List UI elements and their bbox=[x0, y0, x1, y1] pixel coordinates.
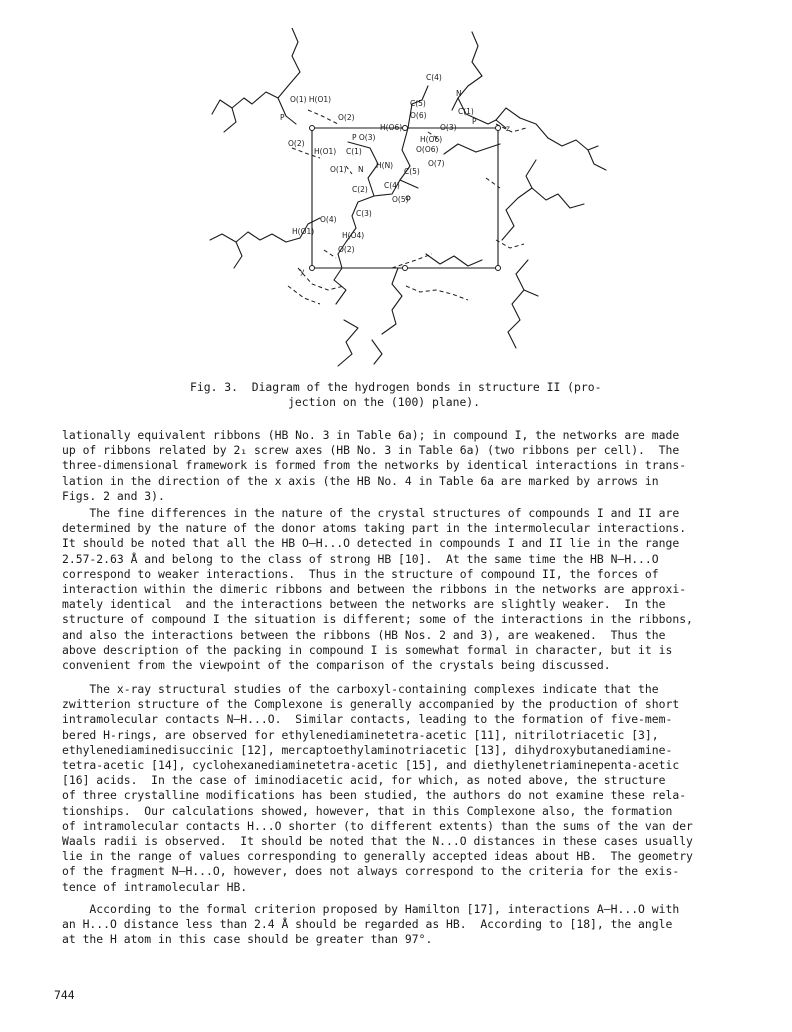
body-paragraph: lationally equivalent ribbons (HB No. 3 in Table 6a); in compound I, the networks are made up of ribbons related by 2₁ screw axes (HB No. 3 in Table 6a) (two ribbons per cell). The three-dimensional framework is formed from the networks by identical interactions in trans- lation in the direction of the x axis (the HB No. 4 in Table 6a are marked by arrows in Figs. 2 and 3). bbox=[62, 428, 687, 503]
page-number: 744 bbox=[54, 988, 75, 1002]
hydrogen-bond-1 bbox=[308, 110, 338, 124]
atom-label: C(4) bbox=[384, 181, 400, 190]
atom-label: O(1) bbox=[330, 165, 347, 174]
atom-label: O(O6) bbox=[416, 145, 439, 154]
molecule-chain-lower-left bbox=[210, 232, 300, 242]
symmetry-center bbox=[310, 266, 315, 271]
caption-line-2: jection on the (100) plane). bbox=[288, 395, 481, 409]
atom-label: C(1) bbox=[346, 147, 362, 156]
atom-label: O(4) bbox=[320, 215, 337, 224]
body-paragraph: According to the formal criterion proposed by Hamilton [17], interactions A—H...O with an H...O distance less than 2.4 Å should be regarded as HB. According to [18], the angle at the H atom in this case should be greater than 97°. bbox=[62, 902, 680, 947]
atom-label: C(2) bbox=[352, 185, 368, 194]
molecule-chain-upper-right bbox=[452, 32, 482, 110]
symmetry-center bbox=[310, 126, 315, 131]
atom-label: C(5) bbox=[404, 167, 420, 176]
hydrogen-bond-12 bbox=[346, 166, 352, 174]
atom-label: H(O6) bbox=[380, 123, 403, 132]
atom-label: N bbox=[456, 89, 462, 98]
atom-label: C(5) bbox=[410, 99, 426, 108]
hydrogen-bond-diagram bbox=[196, 28, 614, 368]
atom-label: O(2) bbox=[338, 113, 355, 122]
atom-label: O(2) bbox=[288, 139, 305, 148]
hydrogen-bond-7 bbox=[298, 268, 344, 290]
atom-label: N bbox=[358, 165, 364, 174]
symmetry-center bbox=[403, 126, 408, 131]
atom-label: H(O4) bbox=[342, 231, 365, 240]
symmetry-center bbox=[403, 266, 408, 271]
atom-label: O(3) bbox=[440, 123, 457, 132]
atom-label: O(7) bbox=[428, 159, 445, 168]
body-paragraph: The fine differences in the nature of the crystal structures of compounds I and II are determined by the nature of the donor atoms taking part in the intermolecular interactions. It should be noted that all the HB O—H...O detected in compounds I and II lie in the range 2.57-2.63 Å and belong to the class of strong HB [10]. At the same time the HB N—H...O correspond to weaker interactions. Thus in the structure of compound II, the forces of interaction within the dimeric ribbons and between the ribbons in the networks are approxi- mately identical and the interactions between the networks are slightly weaker. In the structure of compound I the situation is different; some of the interactions in the ribbons, and also the interactions between the ribbons (HB Nos. 2 and 3), are weakened. Thus the above description of the packing in compound I is somewhat formal in character, but it is convenient from the viewpoint of the comparison of the crystals being discussed. bbox=[62, 506, 693, 673]
hydrogen-bond-6 bbox=[324, 250, 336, 258]
molecule-chain-upper-left bbox=[212, 28, 300, 114]
atom-label: H(O1) bbox=[292, 227, 315, 236]
atom-label: C(4) bbox=[426, 73, 442, 82]
atom-label: P bbox=[472, 117, 477, 126]
hydrogen-bond-9 bbox=[496, 240, 524, 248]
hydrogen-bond-8 bbox=[392, 254, 432, 268]
atom-label: O(6) bbox=[410, 111, 427, 120]
atom-label: H(N) bbox=[376, 161, 394, 170]
caption-line-1: Fig. 3. Diagram of the hydrogen bonds in structure II (pro- bbox=[190, 380, 602, 394]
atom-label: H(O6) bbox=[420, 135, 443, 144]
atom-label: P bbox=[280, 113, 285, 122]
hydrogen-bond-10 bbox=[288, 286, 320, 304]
atom-label: H(O1) bbox=[314, 147, 337, 156]
atom-label: C(1) bbox=[458, 107, 474, 116]
atom-label: O(2) bbox=[338, 245, 355, 254]
hydrogen-bond-11 bbox=[406, 286, 468, 300]
symmetry-center bbox=[496, 266, 501, 271]
atom-label: O(5) bbox=[392, 195, 409, 204]
atom-label: O(1) H(O1) bbox=[290, 95, 332, 104]
figure-caption bbox=[190, 380, 630, 410]
axis-label: z bbox=[506, 124, 510, 133]
body-paragraph: The x-ray structural studies of the carboxyl-containing complexes indicate that the zwitterion structure of the Complexone is generally accompanied by the production of short intramolecular contacts N—H...O. Similar contacts, leading to the formation of five-mem- bered H-rings, are observed for ethylenediaminetetra-acetic [11], nitrilotriacetic [3], ethylenediaminedisuccinic [12], mercaptoethylaminotriacetic [13], dihydroxybutanediamine- tetra-acetic [14], cyclohexanediaminetetra-acetic [15], and diethylenetriaminepenta-acetic [16] acids. In the case of iminodiacetic acid, for which, as noted above, the structure of three crystalline modifications has been studied, the authors do not examine these rela- tionships. Our calculations showed, however, that in this Complexone also, the formation of intramolecular contacts H...O shorter (to different extents) than the sums of the van der Waals radii is observed. It should be noted that the N...O distances in these cases usually lie in the range of values corresponding to generally accepted ideas about HB. The geometry of the fragment N—H...O, however, does not always correspond to the criteria for the exis- tence of intramolecular HB. bbox=[62, 682, 693, 894]
atom-label: P O(3) bbox=[352, 133, 376, 142]
symmetry-center bbox=[496, 126, 501, 131]
axis-label: y bbox=[300, 267, 305, 276]
atom-label: C(3) bbox=[356, 209, 372, 218]
